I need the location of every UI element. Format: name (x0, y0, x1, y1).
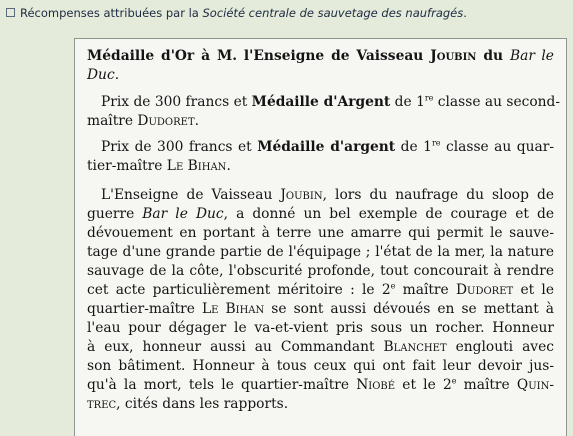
scanned-document-text (75, 39, 566, 436)
narrative-line: qu'à la mort, tels le quartier-maître Niobé et le 2e maître Quin- (87, 376, 554, 393)
narrative-line: quartier-maître Le Bihan se sont aussi dévoués en se mettant à (87, 301, 554, 317)
narrative-line: dévouement en portant à terre une amarre qui permit le sauve- (87, 225, 554, 241)
narrative-line: L'Enseigne de Vaisseau Joubin, lors du naufrage du sloop de (101, 187, 554, 203)
narrative-line: cet acte particulièrement méritoire : le 2e maître Dudoret et le (87, 281, 554, 298)
narrative-line: son bâtiment. Honneur à tous ceux qui ont fait leur devoir jus- (87, 358, 554, 374)
award-line-silver-1: Prix de 300 francs et Médaille d'Argent de 1re classe au second- (101, 93, 561, 110)
bullet-square-icon (6, 8, 15, 17)
award-line-silver-2-cont: tier-maître Le Bihan. (87, 158, 231, 174)
narrative-line: à eux, honneur aussi au Commandant Blanchet englouti avec (87, 339, 554, 355)
award-line-gold-cont: Duc. (87, 67, 120, 83)
award-line-silver-2: Prix de 300 francs et Médaille d'argent de 1re classe au quar- (101, 138, 554, 155)
image-caption: Récompenses attribuées par la Société centrale de sauvetage des naufragés. (6, 6, 467, 20)
narrative-line: trec, cités dans les rapports. (87, 396, 289, 412)
narrative-line: guerre Bar le Duc, a donné un bel exemple de courage et de (87, 206, 555, 222)
award-line-silver-1-cont: maître Dudoret. (87, 113, 200, 129)
narrative-line: l'eau pour dégager le va-et-vient pris sous un rocher. Honneur (87, 320, 554, 336)
society-name: Société centrale de sauvetage des naufragés (202, 6, 464, 20)
award-line-gold: Médaille d'Or à M. l'Enseigne de Vaisseau Joubin du Bar le (87, 48, 554, 64)
narrative-line: sauvage de la côte, l'obscurité profonde, tout concourait à rendre (87, 263, 554, 279)
scanned-document-frame (74, 38, 567, 436)
narrative-line: tage d'une grande partie de l'équipage ; l'état de la mer, la nature (87, 244, 554, 260)
